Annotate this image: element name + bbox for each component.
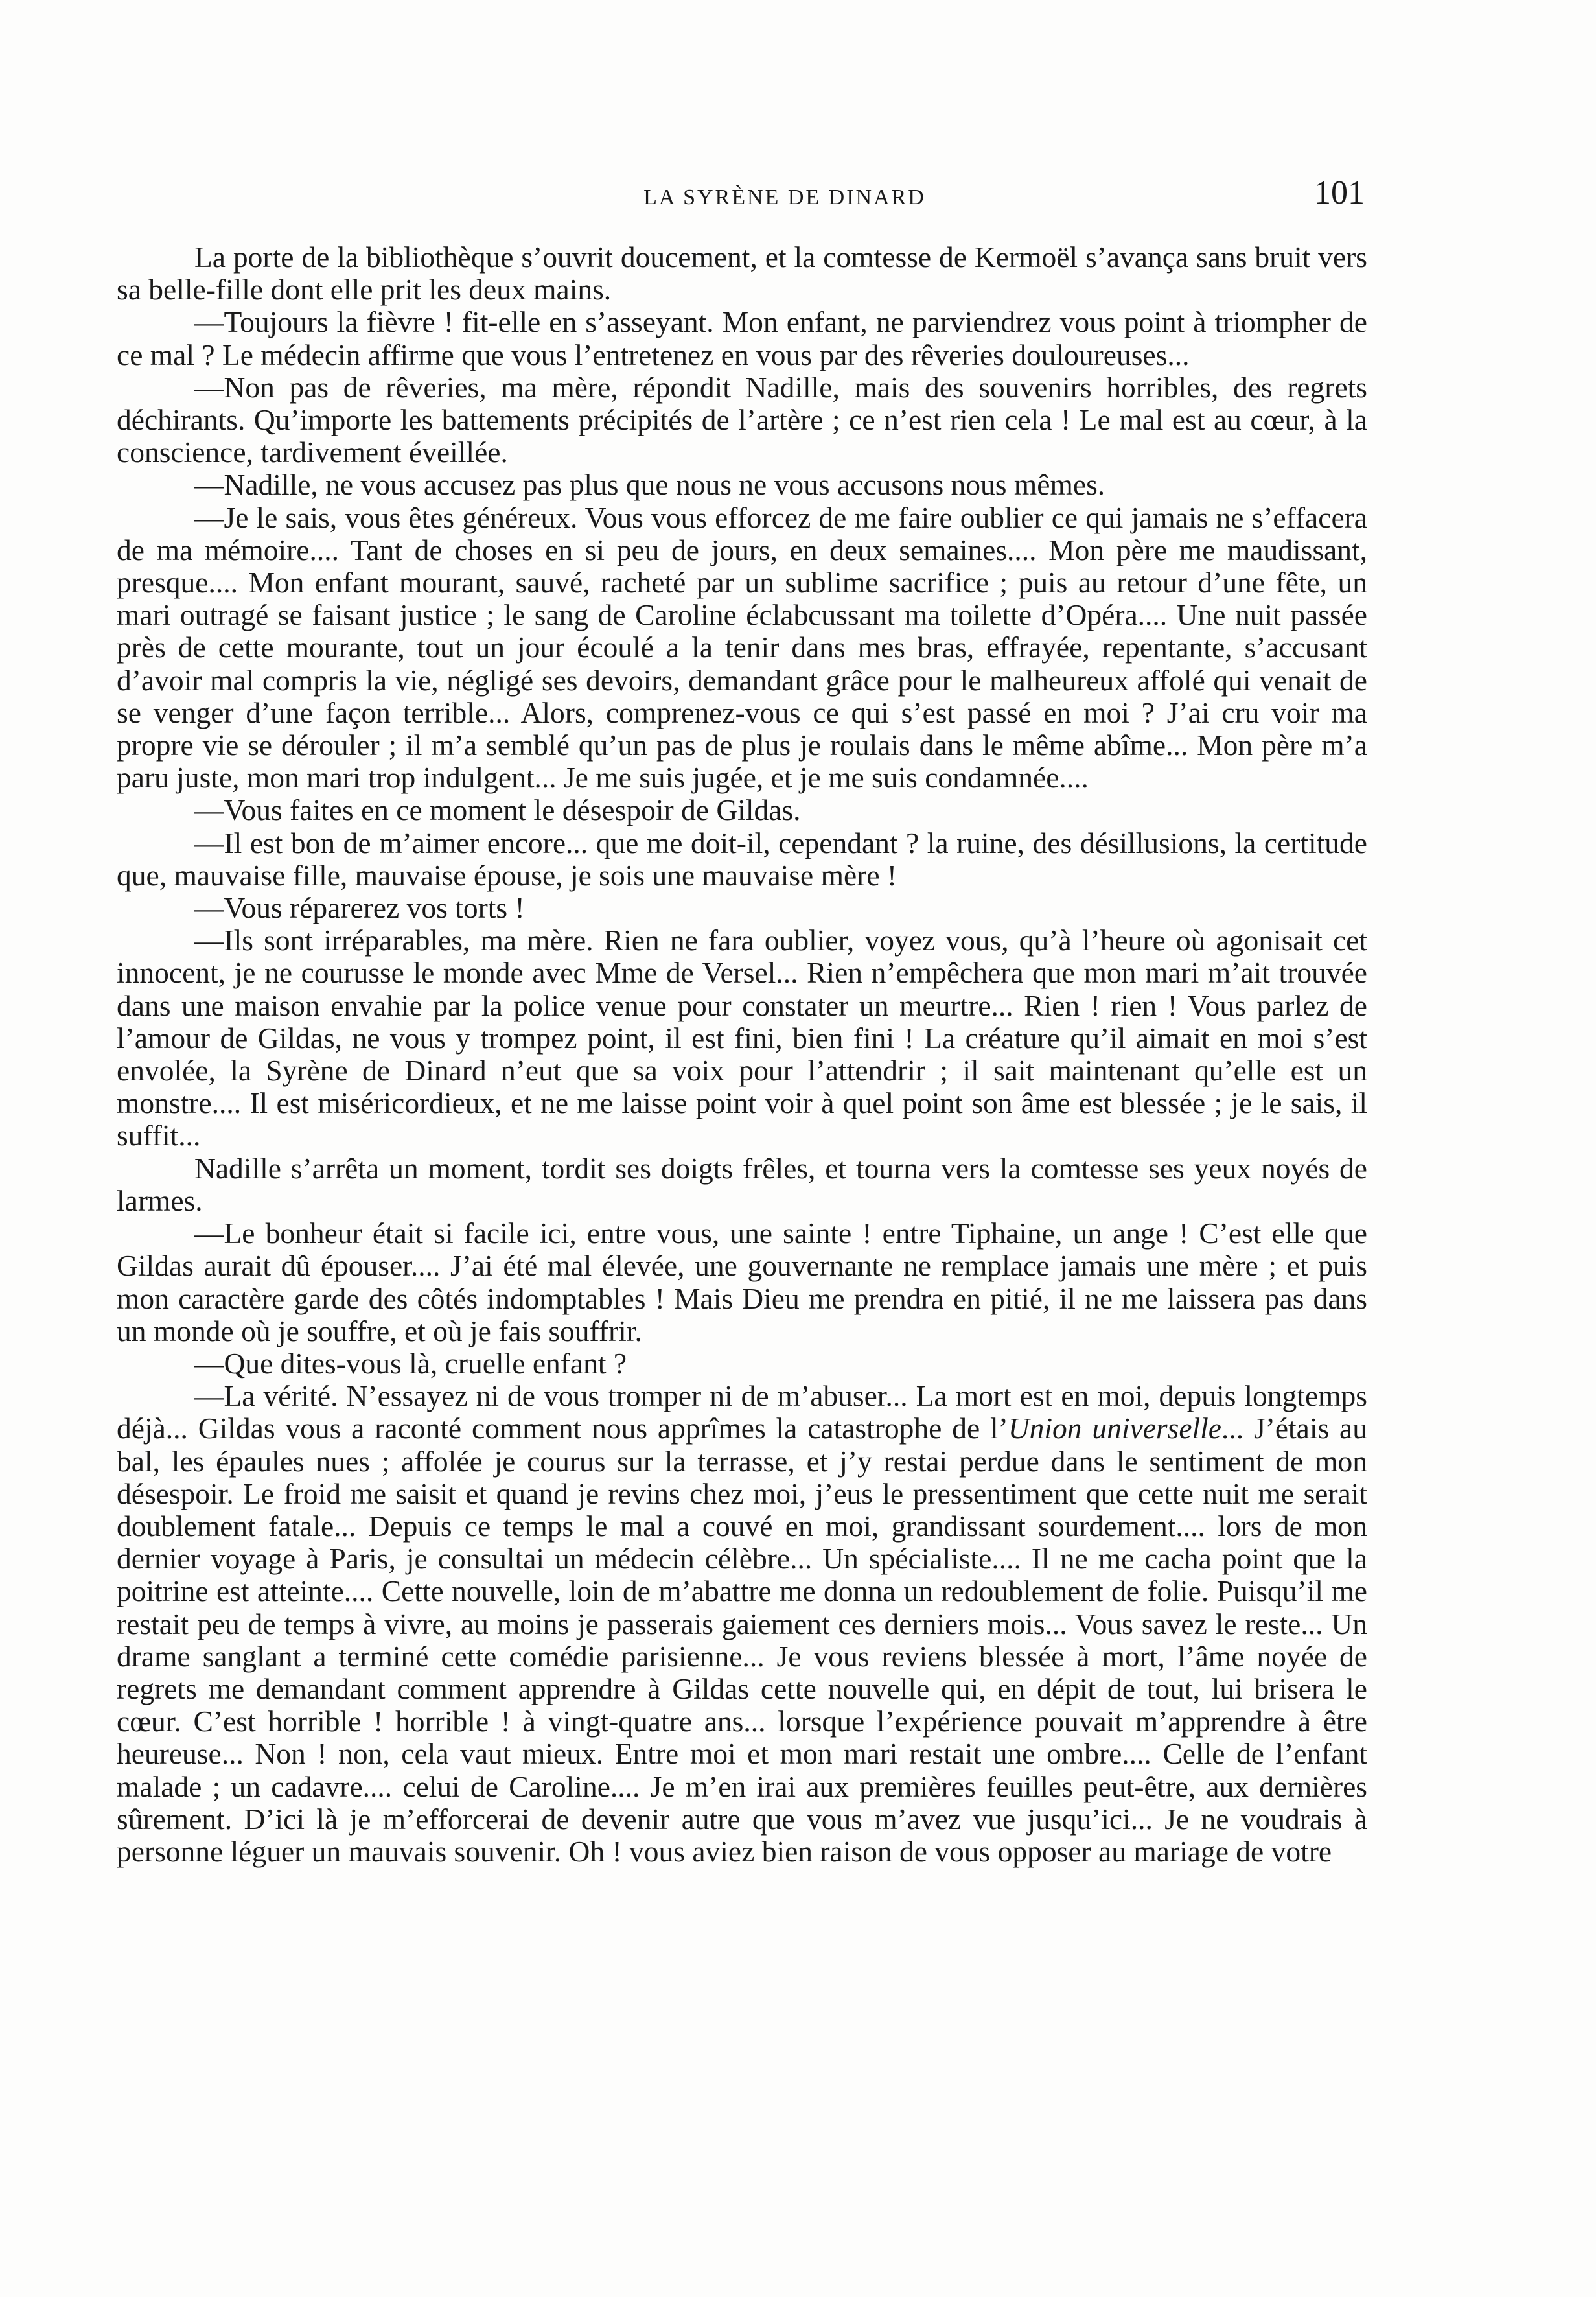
paragraph: —Il est bon de m’aimer encore... que me doit-il, cependant ? la ruine, des désillusions, la certitude que, mauvaise fille, mauvaise épouse, je sois une mauvaise mère ! (117, 826, 1367, 892)
paragraph: Nadille s’arrêta un moment, tordit ses doigts frêles, et tourna vers la comtesse ses yeux noyés de larmes. (117, 1151, 1367, 1217)
italic-title: Union universelle (1008, 1412, 1222, 1445)
page-number: 101 (1314, 174, 1365, 211)
paragraph: —Le bonheur était si facile ici, entre vous, une sainte ! entre Tiphaine, un ange ! C’est elle que Gildas aurait dû épouser.... J’ai été mal élevée, une gouvernante ne remplace jamais une mère ; et puis mon caractère garde des côtés indomptables ! Mais Dieu me prendra en pitié, il ne me laissera pas dans un monde où je souffre, et où je fais souffrir. (117, 1217, 1367, 1347)
paragraph: La porte de la bibliothèque s’ouvrit doucement, et la comtesse de Kermoël s’avança sans bruit vers sa belle-fille dont elle prit les deux mains. (117, 241, 1367, 307)
paragraph: —Non pas de rêveries, ma mère, répondit Nadille, mais des souvenirs horribles, des regrets déchirants. Qu’importe les battements précipités de l’artère ; ce n’est rien cela ! Le mal est au cœur, à la conscience, tardivement éveillée. (117, 370, 1367, 469)
paragraph: —Je le sais, vous êtes généreux. Vous vous efforcez de me faire oublier ce qui jamais ne s’effacera de ma mémoire.... Tant de choses en si peu de jours, en deux semaines.... Mon père me maudissant, presque.... Mon enfant mourant, sauvé, racheté par un sublime sacrifice ; puis au retour d’une fête, un mari outragé se faisant justice ; le sang de Caroline éclabcussant ma toilette d’Opéra.... Une nuit passée près de cette mourante, tout un jour écoulé a la tenir dans mes bras, effrayée, repentante, s’accusant d’avoir mal compris la vie, négligé ses devoirs, demandant grâce pour le malheureux affolé qui venait de se venger d’une façon terrible... Alors, comprenez-vous ce qui s’est passé en moi ? J’ai cru voir ma propre vie se dérouler ; il m’a semblé qu’un pas de plus je roulais dans le même abîme... Mon père m’a paru juste, mon mari trop indulgent... Je me suis jugée, et je me suis condamnée.... (117, 500, 1367, 795)
paragraph: —Que dites-vous là, cruelle enfant ? (194, 1346, 627, 1380)
page-header (192, 174, 1378, 219)
paragraph: —Ils sont irréparables, ma mère. Rien ne fara oublier, voyez vous, qu’à l’heure où agonisait cet innocent, je ne courusse le monde avec Mme de Versel... Rien n’empêchera que mon mari m’ait trouvée dans une maison envahie par la police venue pour constater un meurtre... Rien ! rien ! Vous parlez de l’amour de Gildas, ne vous y trompez point, il est fini, bien fini ! La créature qu’il aimait en moi s’est envolée, la Syrène de Dinard n’eut que sa voix pour l’attendrir ; il sait maintenant qu’elle est un monstre.... Il est miséricordieux, et ne me laisse point voir à quel point son âme est blessée ; je le sais, il suffit... (117, 924, 1367, 1152)
paragraph: —Toujours la fièvre ! fit-elle en s’asseyant. Mon enfant, ne parviendrez vous point à triompher de ce mal ? Le médecin affirme que vous l’entretenez en vous par des rêveries douloureuses... (117, 305, 1367, 371)
paragraph: —La vérité. N’essayez ni de vous tromper ni de m’abuser... La mort est en moi, depuis longtemps déjà... Gildas vous a raconté comment nous apprîmes la catastrophe de l’Union universelle... J’étais au bal, les épaules nues ; affolée je courus sur la terrasse, et j’y restai perdue dans le sentiment de mon désespoir. Le froid me saisit et quand je revins chez moi, j’eus le pressentiment que cette nuit me serait doublement fatale... Depuis ce temps le mal a couvé en moi, grandissant sourdement.... lors de mon dernier voyage à Paris, je consultai un médecin célèbre... Un spécialiste.... Il ne me cacha point que la poitrine est atteinte.... Cette nouvelle, loin de m’abattre me donna un redoublement de folie. Puisqu’il me restait peu de temps à vivre, au moins je passerais gaiement ces derniers mois... Vous savez le reste... Un drame sanglant a terminé cette comédie parisienne... Je vous reviens blessée à mort, l’âme noyée de regrets me demandant comment apprendre à Gildas cette nouvelle qui, en dépit de tout, lui brisera le cœur. C’est horrible ! horrible ! à vingt-quatre ans... lorsque l’expérience pouvait m’apprendre à être heureuse... Non ! non, cela vaut mieux. Entre moi et mon mari restait une ombre.... Celle de l’enfant malade ; un cadavre.... celui de Caroline.... Je m’en irai aux premières feuilles peut-être, aux dernières sûrement. D’ici là je m’efforcerai de devenir autre que vous m’avez vue jusqu’ici... Je ne voudrais à personne léguer un mauvais souvenir. Oh ! vous aviez bien raison de vous opposer au mariage de votre (117, 1379, 1367, 1868)
paragraph: —Vous réparerez vos torts ! (194, 891, 525, 925)
body-text (117, 241, 1367, 2263)
paragraph: —Vous faites en ce moment le désespoir de Gildas. (194, 793, 801, 827)
running-title: LA SYRÈNE DE DINARD (643, 185, 926, 209)
paragraph: —Nadille, ne vous accusez pas plus que nous ne vous accusons nous mêmes. (194, 468, 1105, 502)
